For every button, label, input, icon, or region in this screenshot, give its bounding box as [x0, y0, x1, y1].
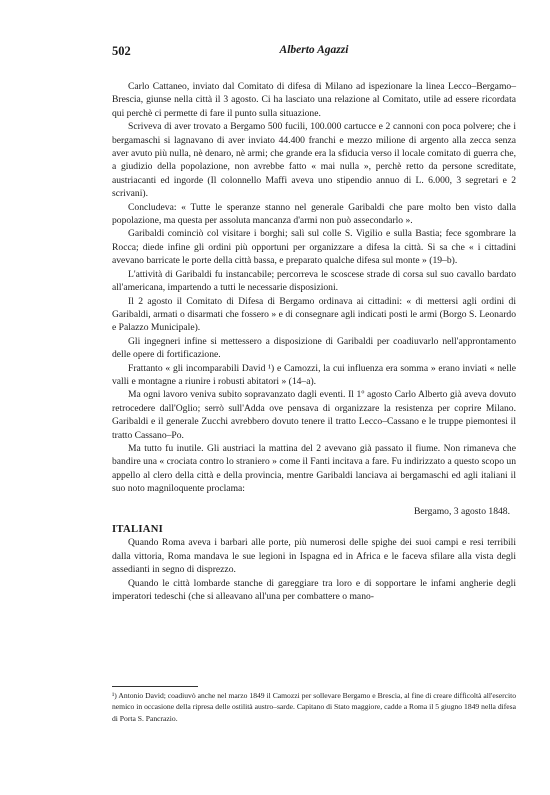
paragraph: Concludeva: « Tutte le speranze stanno nel generale Garibaldi che pare molto ben visto dalla popolazione, ma questa per assoluta mancanza d'armi non può assecondarlo ».: [112, 201, 516, 227]
paragraph: Ma ogni lavoro veniva subito sopravanzato dagli eventi. Il 1º agosto Carlo Alberto già aveva dovuto retrocedere dall'Oglio; serrò sull'Adda ove pensava di organizzare la resistenza per coprire Milano. Garibaldi e il generale Zucchi avrebbero dovuto tenere il tratto Lecco–Cassano e le truppe piemontesi il tratto Cassano–Po.: [112, 389, 516, 441]
running-header-author: Alberto Agazzi: [279, 44, 349, 56]
proclamation-paragraph: Quando Roma aveva i barbari alle porte, più numerosi delle spighe dei suoi campi e resi terribili dalla vittoria, Roma mandava le sue legioni in Ispagna ed in Africa e le faceva sfilare alla vista degli assedianti in segno di disprezzo.: [112, 537, 516, 576]
paragraph: Scriveva di aver trovato a Bergamo 500 fucili, 100.000 cartucce e 2 cannoni con poca polvere; che i bergamaschi si lagnavano di aver inviato 44.400 franchi e mezzo milione di argento alla zecca senza aver avuto più nulla, nè denaro, nè armi; che grande era la sfiducia verso il locale comitato di guerra che, a giudizio della popolazione, non avrebbe fatto « mai nulla », perchè retto da persone screditate, austriacanti ed ingorde (Il colonnello Maffi aveva uno stipendio annuo di L. 6.000, 3 segretari e 2 scrivani).: [112, 121, 516, 200]
page-number: 502: [112, 44, 131, 58]
main-text: [112, 80, 516, 603]
paragraph: Carlo Cattaneo, inviato dal Comitato di difesa di Milano ad ispezionare la linea Lecco–Bergamo–Brescia, giunse nella città il 3 agosto. Ci ha lasciato una relazione al Comitato, utile ad essere ricordata qui perchè ci permette di fare il punto sulla situazione.: [112, 81, 516, 119]
paragraph: Ma tutto fu inutile. Gli austriaci la mattina del 2 avevano già passato il fiume. Non rimaneva che bandire una « crociata contro lo straniero » come il Fanti incitava a fare. Fu indirizzato a questo scopo un appello al clero della città e della provincia, mentre Garibaldi lanciava ai bergamaschi ed agli italiani il suo noto magniloquente proclama:: [112, 442, 516, 495]
dateline: Bergamo, 3 agosto 1848.: [413, 505, 510, 517]
running-header: [112, 44, 516, 60]
paragraph: Gli ingegneri infine si mettessero a disposizione di Garibaldi per coadiuvarlo nell'approntamento delle opere di fortificazione.: [112, 335, 516, 361]
proclamation-heading: ITALIANI: [112, 524, 164, 535]
footnote: ¹) Antonio David; coadiuvò anche nel marzo 1849 il Camozzi per sollevare Bergamo e Brescia, al fine di creare difficoltà all'esercito nemico in occasione della ripresa delle ostilità austro–sarde. Capitano di Stato maggiore, cadde a Roma il 5 giugno 1849 nella difesa di Porta S. Pancrazio.: [112, 691, 516, 723]
paragraph: Garibaldi cominciò col visitare i borghi; salì sul colle S. Vigilio e sulla Bastia; fece sgombrare la Rocca; diede infine gli ordini più opportuni per organizzare a difesa la città. Si sa che « i cittadini avevano barricate le porte della città bassa, e preparato qualche difesa sul monte » (19–b).: [112, 228, 516, 267]
paragraph: L'attività di Garibaldi fu instancabile; percorreva le scoscese strade di corsa sul suo cavallo bardato all'americana, impartendo a tutti le necessarie disposizioni.: [112, 268, 516, 294]
proclamation-paragraph: Quando le città lombarde stanche di gareggiare tra loro e di sopportare le infami angherie degli imperatori tedeschi (che si alleavano all'una per combattere o mano-: [112, 577, 516, 603]
footnote-divider: [112, 686, 198, 687]
paragraph: Frattanto « gli incomparabili David ¹) e Camozzi, la cui influenza era somma » erano inviati « nelle valli e montagne a riunire i robusti abitatori » (14–a).: [112, 362, 516, 387]
paragraph: Il 2 agosto il Comitato di Difesa di Bergamo ordinava ai cittadini: « di mettersi agli ordini di Garibaldi, armati o disarmati che fossero » e di consegnare agli indicati posti le armi (Borgo S. Leonardo e Palazzo Municipale).: [112, 295, 516, 334]
